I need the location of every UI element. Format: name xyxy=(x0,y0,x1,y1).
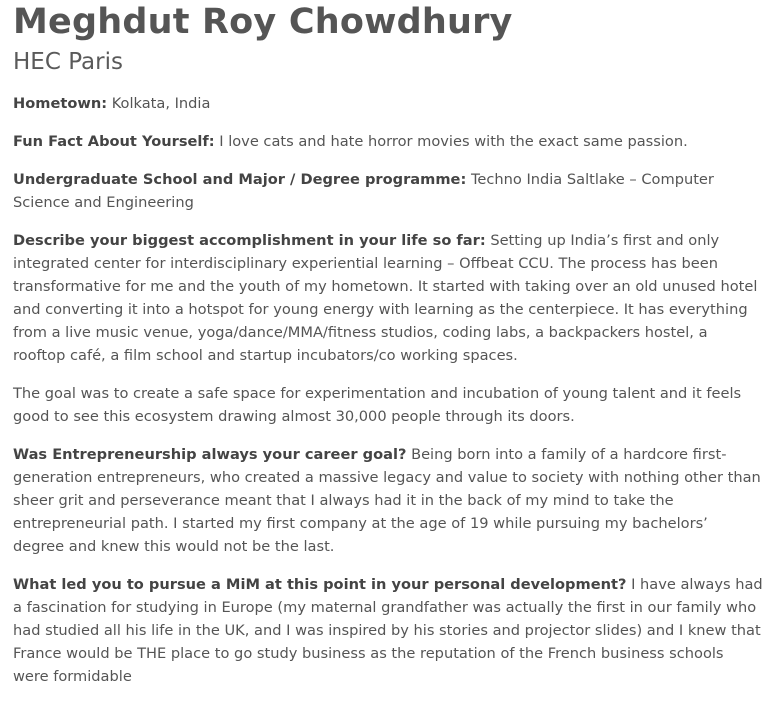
qa-undergraduate xyxy=(13,168,763,214)
question-label: Was Entrepreneurship always your career goal? xyxy=(13,446,407,463)
answer-text: Setting up India’s first and only integrated center for interdisciplinary experiential learning – Offbeat CCU. The process has been transformative for me and the youth of my hometown. It started with taking over an old unused hotel and converting it into a hotspot for young energy with learning as the centerpiece. It has everything from a live music venue, yoga/dance/MMA/fitness studios, coding labs, a backpackers hostel, a rooftop café, a film school and startup incubators/co working spaces. xyxy=(13,232,758,364)
qa-entrepreneurship xyxy=(13,443,763,558)
answer-text: Techno India Saltlake – Computer Science and Engineering xyxy=(13,171,714,211)
question-label: Describe your biggest accomplishment in your life so far: xyxy=(13,232,486,249)
profile-name: Meghdut Roy Chowdhury xyxy=(13,2,513,42)
answer-text: I love cats and hate horror movies with the exact same passion. xyxy=(219,133,688,150)
answer-text: The goal was to create a safe space for experimentation and incubation of young talent and it feels good to see this ecosystem drawing almost 30,000 people through its doors. xyxy=(13,385,742,425)
question-label: Undergraduate School and Major / Degree programme: xyxy=(13,171,467,188)
question-label: What led you to pursue a MiM at this point in your personal development? xyxy=(13,576,627,593)
profile-article xyxy=(13,0,763,703)
answer-text: I have always had a fascination for studying in Europe (my maternal grandfather was actually the first in our family who had studied all his life in the UK, and I was inspired by his stories and projector slides) and I knew that France would be THE place to go study business as the reputation of the French business schools were formidable xyxy=(13,576,763,685)
qa-fun-fact xyxy=(13,130,763,153)
qa-mim-motivation xyxy=(13,573,763,688)
answer-text: Being born into a family of a hardcore first-generation entrepreneurs, who created a massive legacy and value to society with nothing other than sheer grit and perseverance meant that I always had it in the back of my mind to take the entrepreneurial path. I started my first company at the age of 19 while pursuing my bachelors’ degree and knew this would not be the last. xyxy=(13,446,761,555)
qa-accomplishment-continued xyxy=(13,382,763,428)
qa-hometown xyxy=(13,92,763,115)
question-label: Fun Fact About Yourself: xyxy=(13,133,215,150)
profile-school: HEC Paris xyxy=(13,49,123,75)
qa-accomplishment xyxy=(13,229,763,367)
answer-text: Kolkata, India xyxy=(111,95,211,112)
question-label: Hometown: xyxy=(13,95,108,112)
